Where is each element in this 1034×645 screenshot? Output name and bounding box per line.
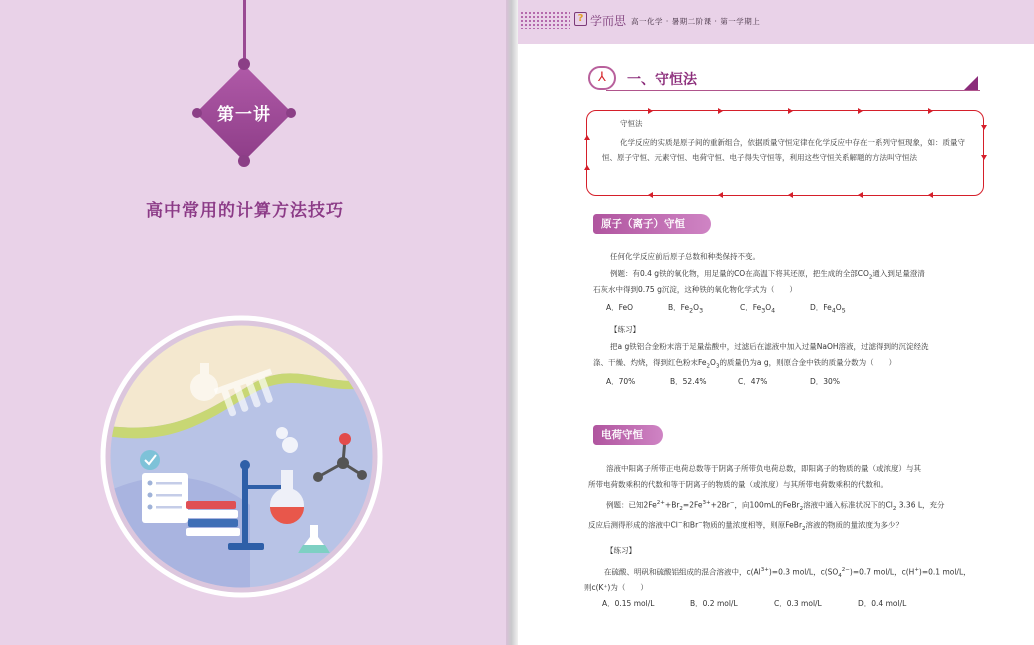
box-arrow — [981, 125, 987, 130]
box-arrow — [981, 155, 987, 160]
lecture-label: 第一讲 — [217, 105, 271, 125]
course-name: 高一化学 · 暑期二阶课 · 第一学期上 — [631, 17, 761, 26]
charge-practice-line1: 在硫酸、明矾和硫酸铝组成的混合溶液中，$c(Al^{3+})=0.3$ mol/L，$c(SO_4^{2-})=0.7$ mol/L，c(H+)=0.1 mol/L， — [604, 567, 971, 579]
charge-practice-label: 【练习】 — [606, 546, 636, 555]
charge-practice-line2: 则c(K⁺)为（ ） — [584, 583, 648, 592]
box-arrow — [928, 192, 933, 198]
content-page — [518, 0, 1034, 645]
atom-practice-label: 【练习】 — [610, 325, 640, 334]
box-arrow — [788, 108, 793, 114]
atom-example-line2: 石灰水中得到0.75 g沉淀，这种铁的氧化物化学式为（ ） — [593, 285, 797, 294]
box-arrow — [858, 192, 863, 198]
box-arrow — [648, 108, 653, 114]
hanging-line — [243, 0, 246, 66]
brand-name: 学而思 — [590, 14, 627, 28]
option-a: A．FeO — [606, 303, 634, 312]
box-arrow — [584, 135, 590, 140]
atom-practice-options — [606, 376, 840, 387]
lab-illustration — [100, 315, 383, 598]
diamond-dot-top — [238, 58, 250, 70]
box-arrow — [648, 192, 653, 198]
charge-practice-options — [602, 598, 906, 609]
definition-heading: 守恒法 — [620, 119, 643, 128]
atom-practice-line2: 涤、干燥、灼烧，得到红色粉末$Fe_2O_3$的质量仍为a g，则原合金中铁的质量分数为（ ） — [593, 358, 897, 370]
box-arrow — [788, 192, 793, 198]
option-b: B．0.2 mol/L — [690, 599, 738, 608]
section-header — [588, 66, 980, 92]
option-d: D．0.4 mol/L — [858, 599, 907, 608]
charge-line2: 所带电荷数乘积的代数和等于阴离子的物质的量（或浓度）与其所带电荷数乘积的代数和。 — [588, 480, 888, 489]
dot-grid-decoration — [520, 11, 570, 29]
section-title: 一、守恒法 — [627, 72, 697, 88]
box-arrow — [718, 192, 723, 198]
section-rule — [606, 90, 980, 91]
atom-intro: 任何化学反应前后原子总数和种类保持不变。 — [610, 252, 760, 261]
subsection-charge-title: 电荷守恒 — [593, 425, 663, 445]
option-d: D．$Fe_4O_5$ — [810, 303, 846, 315]
atom-example-options — [606, 302, 846, 315]
option-c: C．0.3 mol/L — [774, 599, 822, 608]
option-b: B．52.4% — [670, 377, 707, 386]
option-a: A．0.15 mol/L — [602, 599, 655, 608]
option-a: A．70% — [606, 377, 636, 386]
compass-icon: ⅄ — [588, 66, 616, 90]
box-arrow — [584, 165, 590, 170]
subsection-atom-title: 原子（离子）守恒 — [593, 214, 711, 234]
option-c: C．47% — [738, 377, 768, 386]
charge-example-line2: 反应后测得形成的溶液中Cl−和Br−物质的量浓度相等，则原FeBr$_2$溶液的物质的量浓度为多少？ — [588, 520, 904, 532]
header-band — [518, 0, 1034, 44]
box-arrow — [858, 108, 863, 114]
definition-text: 化学反应的实质是原子间的重新组合，依据质量守恒定律在化学反应中存在一系列守恒现象，如：质量守恒、原子守恒、元素守恒、电荷守恒、电子得失守恒等，利用这些守恒关系解题的方法叫守恒法 — [602, 138, 965, 162]
option-d: D．30% — [810, 377, 840, 386]
atom-practice-line1: 把a g铁铝合金粉末溶于足量盐酸中，过滤后在滤液中加入过量NaOH溶液，过滤得到的沉淀经洗 — [610, 342, 929, 351]
book-gutter — [506, 0, 518, 645]
option-b: B．$Fe_2O_3$ — [668, 303, 704, 315]
lecture-title: 高中常用的计算方法技巧 — [146, 201, 344, 221]
diamond-dot-bottom — [238, 155, 250, 167]
atom-example-line1: 例题：有0.4 g铁的氧化物，用足量的CO在高温下将其还原，把生成的全部$CO_2$通入到足量澄清 — [610, 269, 925, 281]
cover-page — [0, 0, 506, 645]
box-arrow — [928, 108, 933, 114]
box-arrow — [718, 108, 723, 114]
option-c: C．$Fe_3O_4$ — [740, 303, 776, 315]
charge-example-line1: 例题：已知$2Fe^{2+}+Br_2=2Fe^{3+}+2Br^-$，向100mL的FeBr$_2$溶液中通入标准状况下的$Cl_2$ 3.36 L，充分 — [606, 500, 945, 512]
charge-line1: 溶液中阳离子所带正电荷总数等于阴离子所带负电荷总数，即阳离子的物质的量（或浓度）与其 — [606, 464, 921, 473]
brand-logo-icon: ? — [574, 12, 587, 26]
